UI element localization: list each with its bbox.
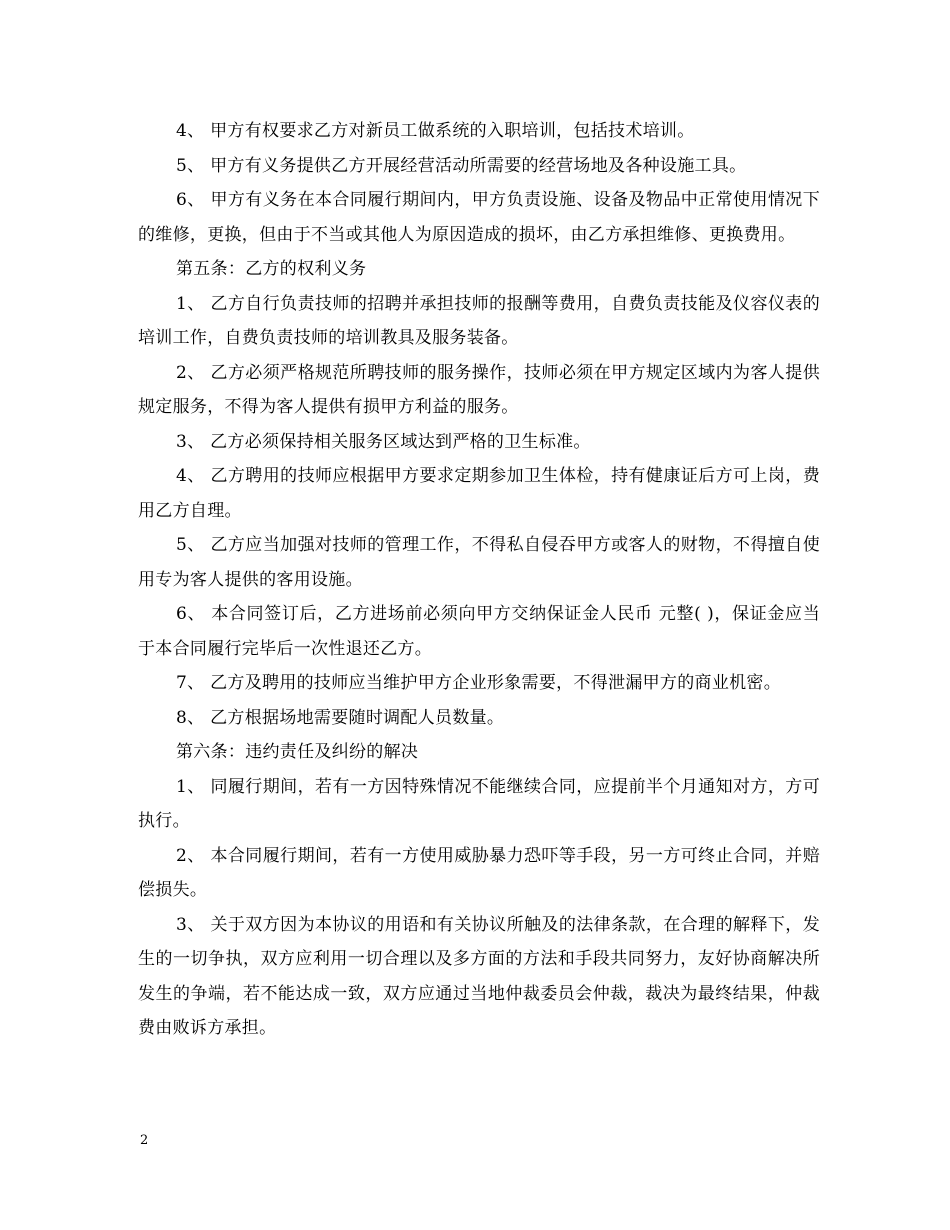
- clause-paragraph: 5、 乙方应当加强对技师的管理工作，不得私自侵吞甲方或客人的财物，不得擅自使用专为客人提供的客用设施。: [138, 535, 820, 590]
- clause-paragraph: 4、 甲方有权要求乙方对新员工做系统的入职培训，包括技术培训。: [176, 121, 695, 141]
- clause-paragraph: 5、 甲方有义务提供乙方开展经营活动所需要的经营场地及各种设施工具。: [176, 155, 747, 176]
- clause-paragraph: 1、 乙方自行负责技师的招聘并承担技师的报酬等费用，自费负责技能及仪容仪表的培训工作，自费负责技师的培训教具及服务装备。: [138, 293, 820, 348]
- page-number: 2: [140, 1133, 149, 1148]
- clause-paragraph: 2、 本合同履行期间，若有一方使用威胁暴力恐吓等手段，另一方可终止合同，并赔偿损失。: [138, 845, 820, 900]
- clause-paragraph: 1、 同履行期间，若有一方因特殊情况不能继续合同，应提前半个月通知对方，方可执行。: [138, 776, 820, 831]
- section-heading: 第五条：乙方的权利义务: [176, 259, 367, 279]
- clause-paragraph: 6、 本合同签订后，乙方进场前必须向甲方交纳保证金人民币 元整( )，保证金应当于本合同履行完毕后一次性退还乙方。: [138, 604, 820, 659]
- section-heading: 第六条：违约责任及纠纷的解决: [176, 742, 419, 762]
- clause-paragraph: 7、 乙方及聘用的技师应当维护甲方企业形象需要，不得泄漏甲方的商业机密。: [176, 673, 782, 693]
- document-body: [138, 114, 820, 1046]
- clause-paragraph: 6、 甲方有义务在本合同履行期间内，甲方负责设施、设备及物品中正常使用情况下的维修，更换，但由于不当或其他人为原因造成的损坏，由乙方承担维修、更换费用。: [138, 190, 820, 245]
- clause-paragraph: 2、 乙方必须严格规范所聘技师的服务操作，技师必须在甲方规定区域内为客人提供规定服务，不得为客人提供有损甲方利益的服务。: [138, 362, 820, 417]
- clause-paragraph: 3、 乙方必须保持相关服务区域达到严格的卫生标准。: [176, 431, 591, 452]
- clause-paragraph: 8、 乙方根据场地需要随时调配人员数量。: [176, 707, 505, 728]
- clause-paragraph: 4、 乙方聘用的技师应根据甲方要求定期参加卫生体检，持有健康证后方可上岗，费用乙方自理。: [138, 466, 820, 521]
- clause-paragraph: 3、 关于双方因为本协议的用语和有关协议所触及的法律条款，在合理的解释下，发生的一切争执，双方应利用一切合理以及多方面的方法和手段共同努力，友好协商解决所发生的争端，若不能达成一致，双方应通过当地仲裁委员会仲裁，裁决为最终结果，仲裁费由败诉方承担。: [138, 914, 820, 1038]
